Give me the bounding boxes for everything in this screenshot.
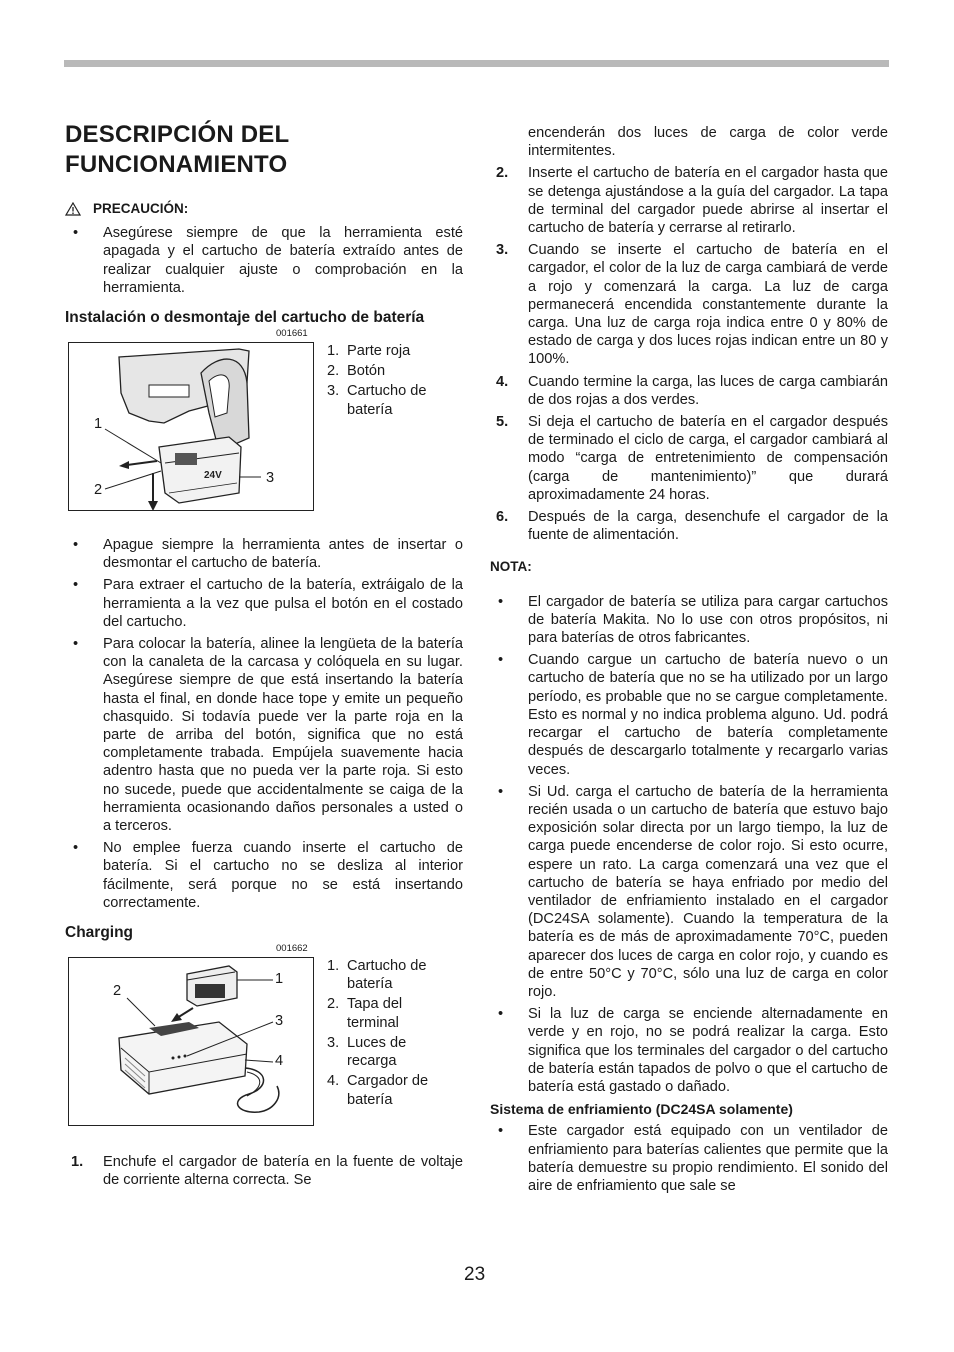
legend-text: Tapa del terminal (347, 996, 403, 1031)
list-item (490, 783, 888, 1001)
figure-1 (65, 328, 463, 512)
left-column (65, 120, 463, 1189)
figure-1-callout-3: 3 (266, 470, 275, 487)
step-text: Cuando se inserte el cartucho de batería en el cargador, el color de la luz de carga cambiará de verde a rojo y comenzará la carga. La luz de carga permanecerá encendida constantemente durante la carga. Una luz de carga roja indica entre 0 y 80% de estado de carga y dos luces rojas indican entre un 80 y 100%. (528, 242, 888, 368)
bullet: • (73, 225, 79, 242)
list-item (65, 576, 463, 631)
nota-label: NOTA: (490, 559, 532, 575)
figure-2-callout-3: 3 (275, 1013, 284, 1030)
figure-1-illustration (68, 342, 314, 511)
caution-heading (65, 200, 463, 218)
section-title-battery: Instalación o desmontaje del cartucho de batería (65, 309, 425, 327)
list-item (490, 651, 888, 778)
spacer (490, 124, 528, 160)
list-item (490, 593, 888, 648)
drill-battery-icon (69, 343, 313, 510)
figure-2-callout-1: 1 (275, 971, 284, 988)
step-text: Inserte el cartucho de batería en el cargador hasta que se detenga ajustándose a la guía del cargador. La tapa de terminal del cargador puede abrirse al insertar el cartucho de batería y cerrarse al retirarlo. (528, 165, 888, 237)
page-number: 23 (464, 1264, 486, 1285)
right-column (490, 124, 888, 1195)
cooling-system-title: Sistema de enfriamiento (DC24SA solamente) (490, 1101, 793, 1118)
step-1 (65, 1153, 463, 1189)
list-item-text: No emplee fuerza cuando inserte el cartucho de batería. Si el cartucho no se desliza al interior fácilmente, será porque no se está insertando correctamente. (103, 840, 463, 911)
legend-num: 1. (327, 343, 340, 360)
list-item (490, 1122, 888, 1195)
legend-item (327, 1034, 457, 1070)
list-item-text: Para extraer el cartucho de la batería, extráigalo de la herramienta a la vez que pulsa el botón en el costado del cartucho. (103, 577, 463, 630)
bullet: • (498, 783, 504, 800)
step-text: encenderán dos luces de carga de color verde intermitentes. (528, 125, 888, 160)
bullet: • (498, 652, 504, 669)
bullet: • (73, 577, 79, 594)
step-number: 2. (496, 165, 509, 182)
figure-2-callout-4: 4 (275, 1053, 284, 1070)
step-text: Enchufe el cargador de batería en la fuente de voltaje de corriente alterna correcta. Se (103, 1154, 463, 1189)
legend-num: 1. (327, 958, 340, 975)
bullet: • (73, 636, 79, 653)
section-title-charging: Charging (65, 924, 134, 942)
step-6 (490, 508, 888, 544)
legend-num: 4. (327, 1073, 340, 1090)
figure-2-illustration (68, 957, 314, 1126)
step-text: Cuando termine la carga, las luces de carga cambiarán de dos rojas a dos verdes. (528, 373, 888, 408)
top-rule (64, 60, 889, 67)
nota-bullets (490, 593, 888, 1096)
figure-1-callout-2: 2 (94, 482, 103, 499)
figure-1-legend (327, 342, 447, 419)
legend-text: Parte roja (347, 343, 411, 360)
title-line-1: DESCRIPCIÓN DEL (65, 121, 290, 148)
bullet: • (73, 840, 79, 857)
step-5 (490, 413, 888, 504)
figure-1-callout-1: 1 (94, 416, 103, 433)
bullet: • (498, 593, 504, 610)
list-item-text: Si la luz de carga se enciende alternadamente en verde y en rojo, no se podrá realizar la carga. Esto significa que los terminales del cargador o del cartucho de batería están tapados de polvo o que el cartucho de batería está gastado o dañado. (528, 1006, 888, 1095)
list-item-text: Si Ud. carga el cartucho de batería de la herramienta recién usada o un cartucho de batería que estuvo bajo exposición solar directa por un largo tiempo, la luz de carga puede encenderse de color rojo. Si esto ocurre, espere un rato. La carga comenzará una vez que el cartucho de batería se haya enfriado por medio del ventilador de enfriamiento instalado en el cargador (DC24SA solamente). Cuando la temperatura de la batería es de más de aproximadamente 70°C, pueden aparecer dos luces de carga en color rojo, y cuando es de entre 50°C y 70°C, sólo una luz de carga en color rojo. (528, 783, 888, 1000)
warning-triangle-icon (65, 202, 81, 216)
step-4 (490, 373, 888, 409)
legend-item (327, 362, 447, 380)
list-item (65, 635, 463, 835)
list-item-text: Apague siempre la herramienta antes de insertar o desmontar el cartucho de batería. (103, 537, 463, 572)
figure-2-legend (327, 957, 457, 1109)
legend-item (327, 342, 447, 360)
bullet: • (498, 1006, 504, 1023)
step-number: 1. (71, 1154, 84, 1171)
legend-text: Cartucho de batería (347, 383, 427, 418)
caution-label: PRECAUCIÓN: (93, 201, 189, 216)
list-item (65, 536, 463, 572)
figure-2-callout-2: 2 (113, 983, 122, 1000)
list-item-text: Para colocar la batería, alinee la lengüeta de la batería con la canaleta de la carcasa y colóquela en su lugar. Asegúrese siempre de que está insertando la batería hasta el final, en donde hace tope y emite un pequeño chasquido. Si todavía puede ver la parte roja en la parte de arriba del botón, significa que no está completamente trabada. Empújela suavemente hacia adentro hasta que no pueda ver la parte roja. Si esto no sucede, puede que accidentalmente se caiga de la herramienta ocasionando daños personales a usted o a terceros. (103, 636, 463, 835)
legend-item (327, 995, 457, 1031)
title-line-2: FUNCIONAMIENTO (65, 151, 288, 178)
page-title (65, 120, 463, 180)
legend-num: 2. (327, 363, 340, 380)
step-text: Si deja el cartucho de batería en el cargador después de terminado el ciclo de carga, el cargador cambiará al modo “carga de entretenimiento de compensación (carga de mantenimiento)” que durará aproximadamente 24 horas. (528, 414, 888, 503)
figure-2 (65, 943, 463, 1127)
legend-num: 3. (327, 383, 340, 400)
list-item-text: Este cargador está equipado con un ventilador de enfriamiento para baterías calientes que permite que la batería demuestre su propio rendimiento. El sonido del aire de enfriamiento que sale se (528, 1123, 888, 1194)
list-item-text: Cuando cargue un cartucho de batería nuevo o un cartucho de batería que no se ha utilizado por un largo período, es probable que no se cargue completamente. Esto es normal y no indica problema alguno. Ud. podrá recargar el cartucho de batería completamente después de descargarlo totalmente y recargarlo varias veces. (528, 652, 888, 778)
legend-text: Luces de recarga (347, 1034, 407, 1070)
list-item (490, 1005, 888, 1096)
list-item (65, 839, 463, 912)
step-2 (490, 164, 888, 237)
svg-text:24V: 24V (204, 470, 222, 482)
bullet: • (73, 537, 79, 554)
battery-bullets (65, 536, 463, 912)
legend-text: Cartucho de batería (347, 958, 427, 993)
step-1-continued (490, 124, 888, 160)
step-number: 5. (496, 414, 509, 431)
figure-1-code: 001661 (276, 328, 308, 340)
step-number: 6. (496, 509, 509, 526)
caution-item (65, 224, 463, 297)
bullet: • (498, 1123, 504, 1140)
legend-item (327, 957, 457, 993)
legend-num: 2. (327, 996, 340, 1013)
legend-num: 3. (327, 1034, 340, 1051)
figure-2-code: 001662 (276, 943, 308, 955)
step-number: 3. (496, 242, 509, 259)
legend-item (327, 382, 447, 418)
list-item-text: El cargador de batería se utiliza para cargar cartuchos de batería Makita. No lo use con otros propósitos, ni para baterías de otros fabricantes. (528, 593, 888, 647)
step-3 (490, 241, 888, 368)
legend-text: Botón (347, 363, 386, 380)
legend-text: Cargador de batería (347, 1073, 429, 1108)
legend-item (327, 1072, 457, 1108)
step-text: Después de la carga, desenchufe el cargador de la fuente de alimentación. (528, 509, 888, 544)
step-number: 4. (496, 373, 509, 390)
caution-text: Asegúrese siempre de que la herramienta esté apagada y el cartucho de batería extraído antes de realizar cualquier ajuste o comprobación en la herramienta. (103, 225, 463, 296)
